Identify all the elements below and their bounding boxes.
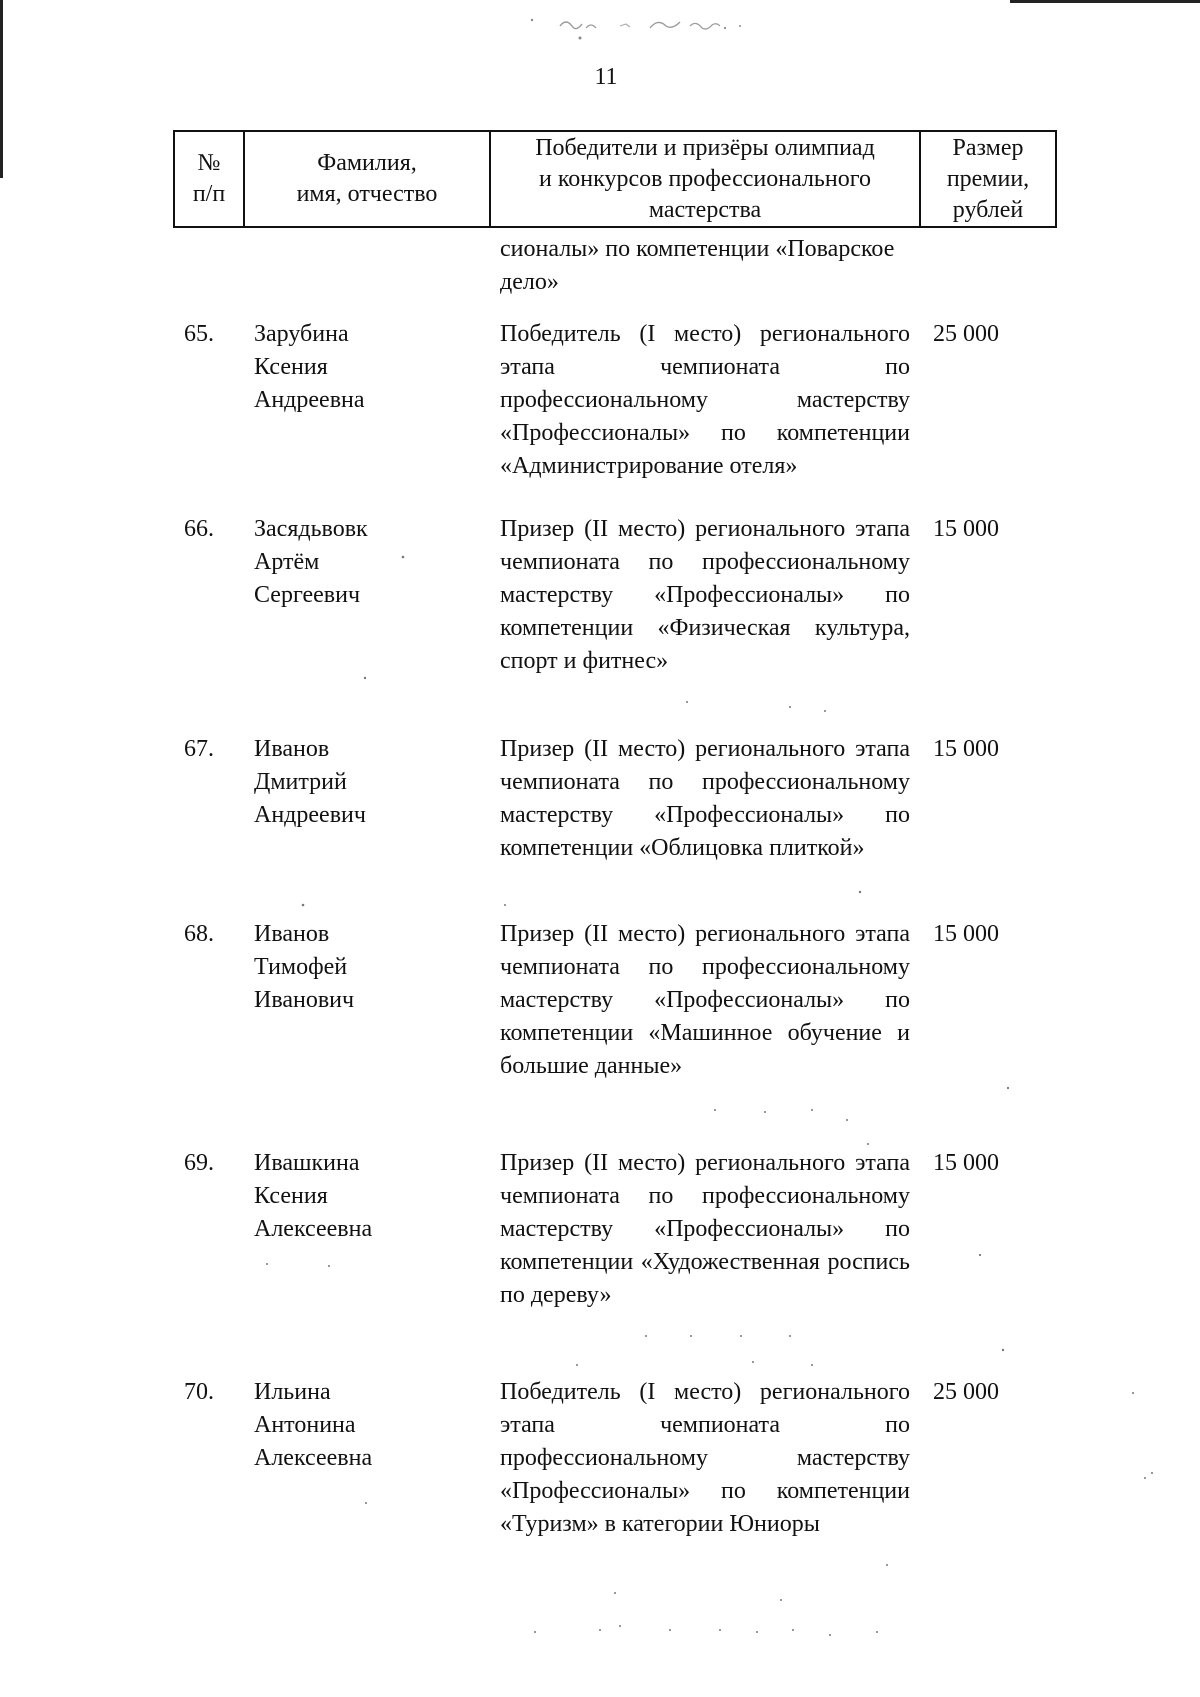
patronymic: Андреевич xyxy=(254,802,366,828)
surname: Иванов xyxy=(254,921,330,947)
prize-amount: 25 000 xyxy=(933,1379,999,1405)
row-number: 65. xyxy=(184,321,214,347)
person-name xyxy=(254,918,474,1017)
prize-amount: 15 000 xyxy=(933,1150,999,1176)
person-name xyxy=(254,1376,474,1475)
first-name: Артём xyxy=(254,549,320,575)
prize-amount: 15 000 xyxy=(933,736,999,762)
achievement-description: Победитель (I место) регионального этапа чемпионата по профессиональному мастерству «Профессионалы» по компетенции «Администрирование отеля» xyxy=(500,321,910,479)
achievement-description: Призер (II место) регионального этапа чемпионата по профессиональному мастерству «Профессионалы» по компетенции «Физическая культура, спорт и фитнес» xyxy=(500,516,910,674)
stamp-smudge xyxy=(520,14,790,42)
achievement-description: Призер (II место) регионального этапа чемпионата по профессиональному мастерству «Профессионалы» по компетенции «Машинное обучение и большие данные» xyxy=(500,921,910,1079)
surname: Ильина xyxy=(254,1379,331,1405)
header-full-name: Фамилия, имя, отчество xyxy=(243,132,489,226)
first-name: Дмитрий xyxy=(254,769,347,795)
row-number: 70. xyxy=(184,1379,214,1405)
prize-amount: 25 000 xyxy=(933,321,999,347)
row-number: 68. xyxy=(184,921,214,947)
patronymic: Андреевна xyxy=(254,387,365,413)
patronymic: Алексеевна xyxy=(254,1216,373,1242)
scan-edge-mark xyxy=(1010,0,1200,3)
prize-amount: 15 000 xyxy=(933,921,999,947)
first-name: Антонина xyxy=(254,1412,356,1438)
continued-description: сионалы» по компетенции «Поварское дело» xyxy=(500,236,895,295)
page-number: 11 xyxy=(594,64,618,90)
first-name: Ксения xyxy=(254,1183,328,1209)
header-achievement: Победители и призёры олимпиад и конкурсов профессионального мастерства xyxy=(489,132,919,226)
first-name: Ксения xyxy=(254,354,328,380)
achievement-description: Победитель (I место) регионального этапа чемпионата по профессиональному мастерству «Профессионалы» по компетенции «Туризм» в категории Юниоры xyxy=(500,1379,910,1537)
surname: Иванов xyxy=(254,736,330,762)
row-number: 69. xyxy=(184,1150,214,1176)
patronymic: Иванович xyxy=(254,987,355,1013)
first-name: Тимофей xyxy=(254,954,348,980)
prize-amount: 15 000 xyxy=(933,516,999,542)
table-header xyxy=(173,130,1057,228)
row-number: 67. xyxy=(184,736,214,762)
person-name xyxy=(254,1147,474,1246)
header-number: № п/п xyxy=(192,150,226,207)
patronymic: Сергеевич xyxy=(254,582,361,608)
surname: Ивашкина xyxy=(254,1150,360,1176)
person-name xyxy=(254,318,474,417)
achievement-description: Призер (II место) регионального этапа чемпионата по профессиональному мастерству «Профессионалы» по компетенции «Художественная роспись по дереву» xyxy=(500,1150,910,1308)
patronymic: Алексеевна xyxy=(254,1445,373,1471)
person-name xyxy=(254,513,474,612)
person-name xyxy=(254,733,474,832)
row-number: 66. xyxy=(184,516,214,542)
surname: Зарубина xyxy=(254,321,349,347)
header-prize-amount: Размер премии, рублей xyxy=(919,132,1055,226)
achievement-description: Призер (II место) регионального этапа чемпионата по профессиональному мастерству «Профессионалы» по компетенции «Облицовка плиткой» xyxy=(500,736,910,861)
surname: Засядьвовк xyxy=(254,516,368,542)
